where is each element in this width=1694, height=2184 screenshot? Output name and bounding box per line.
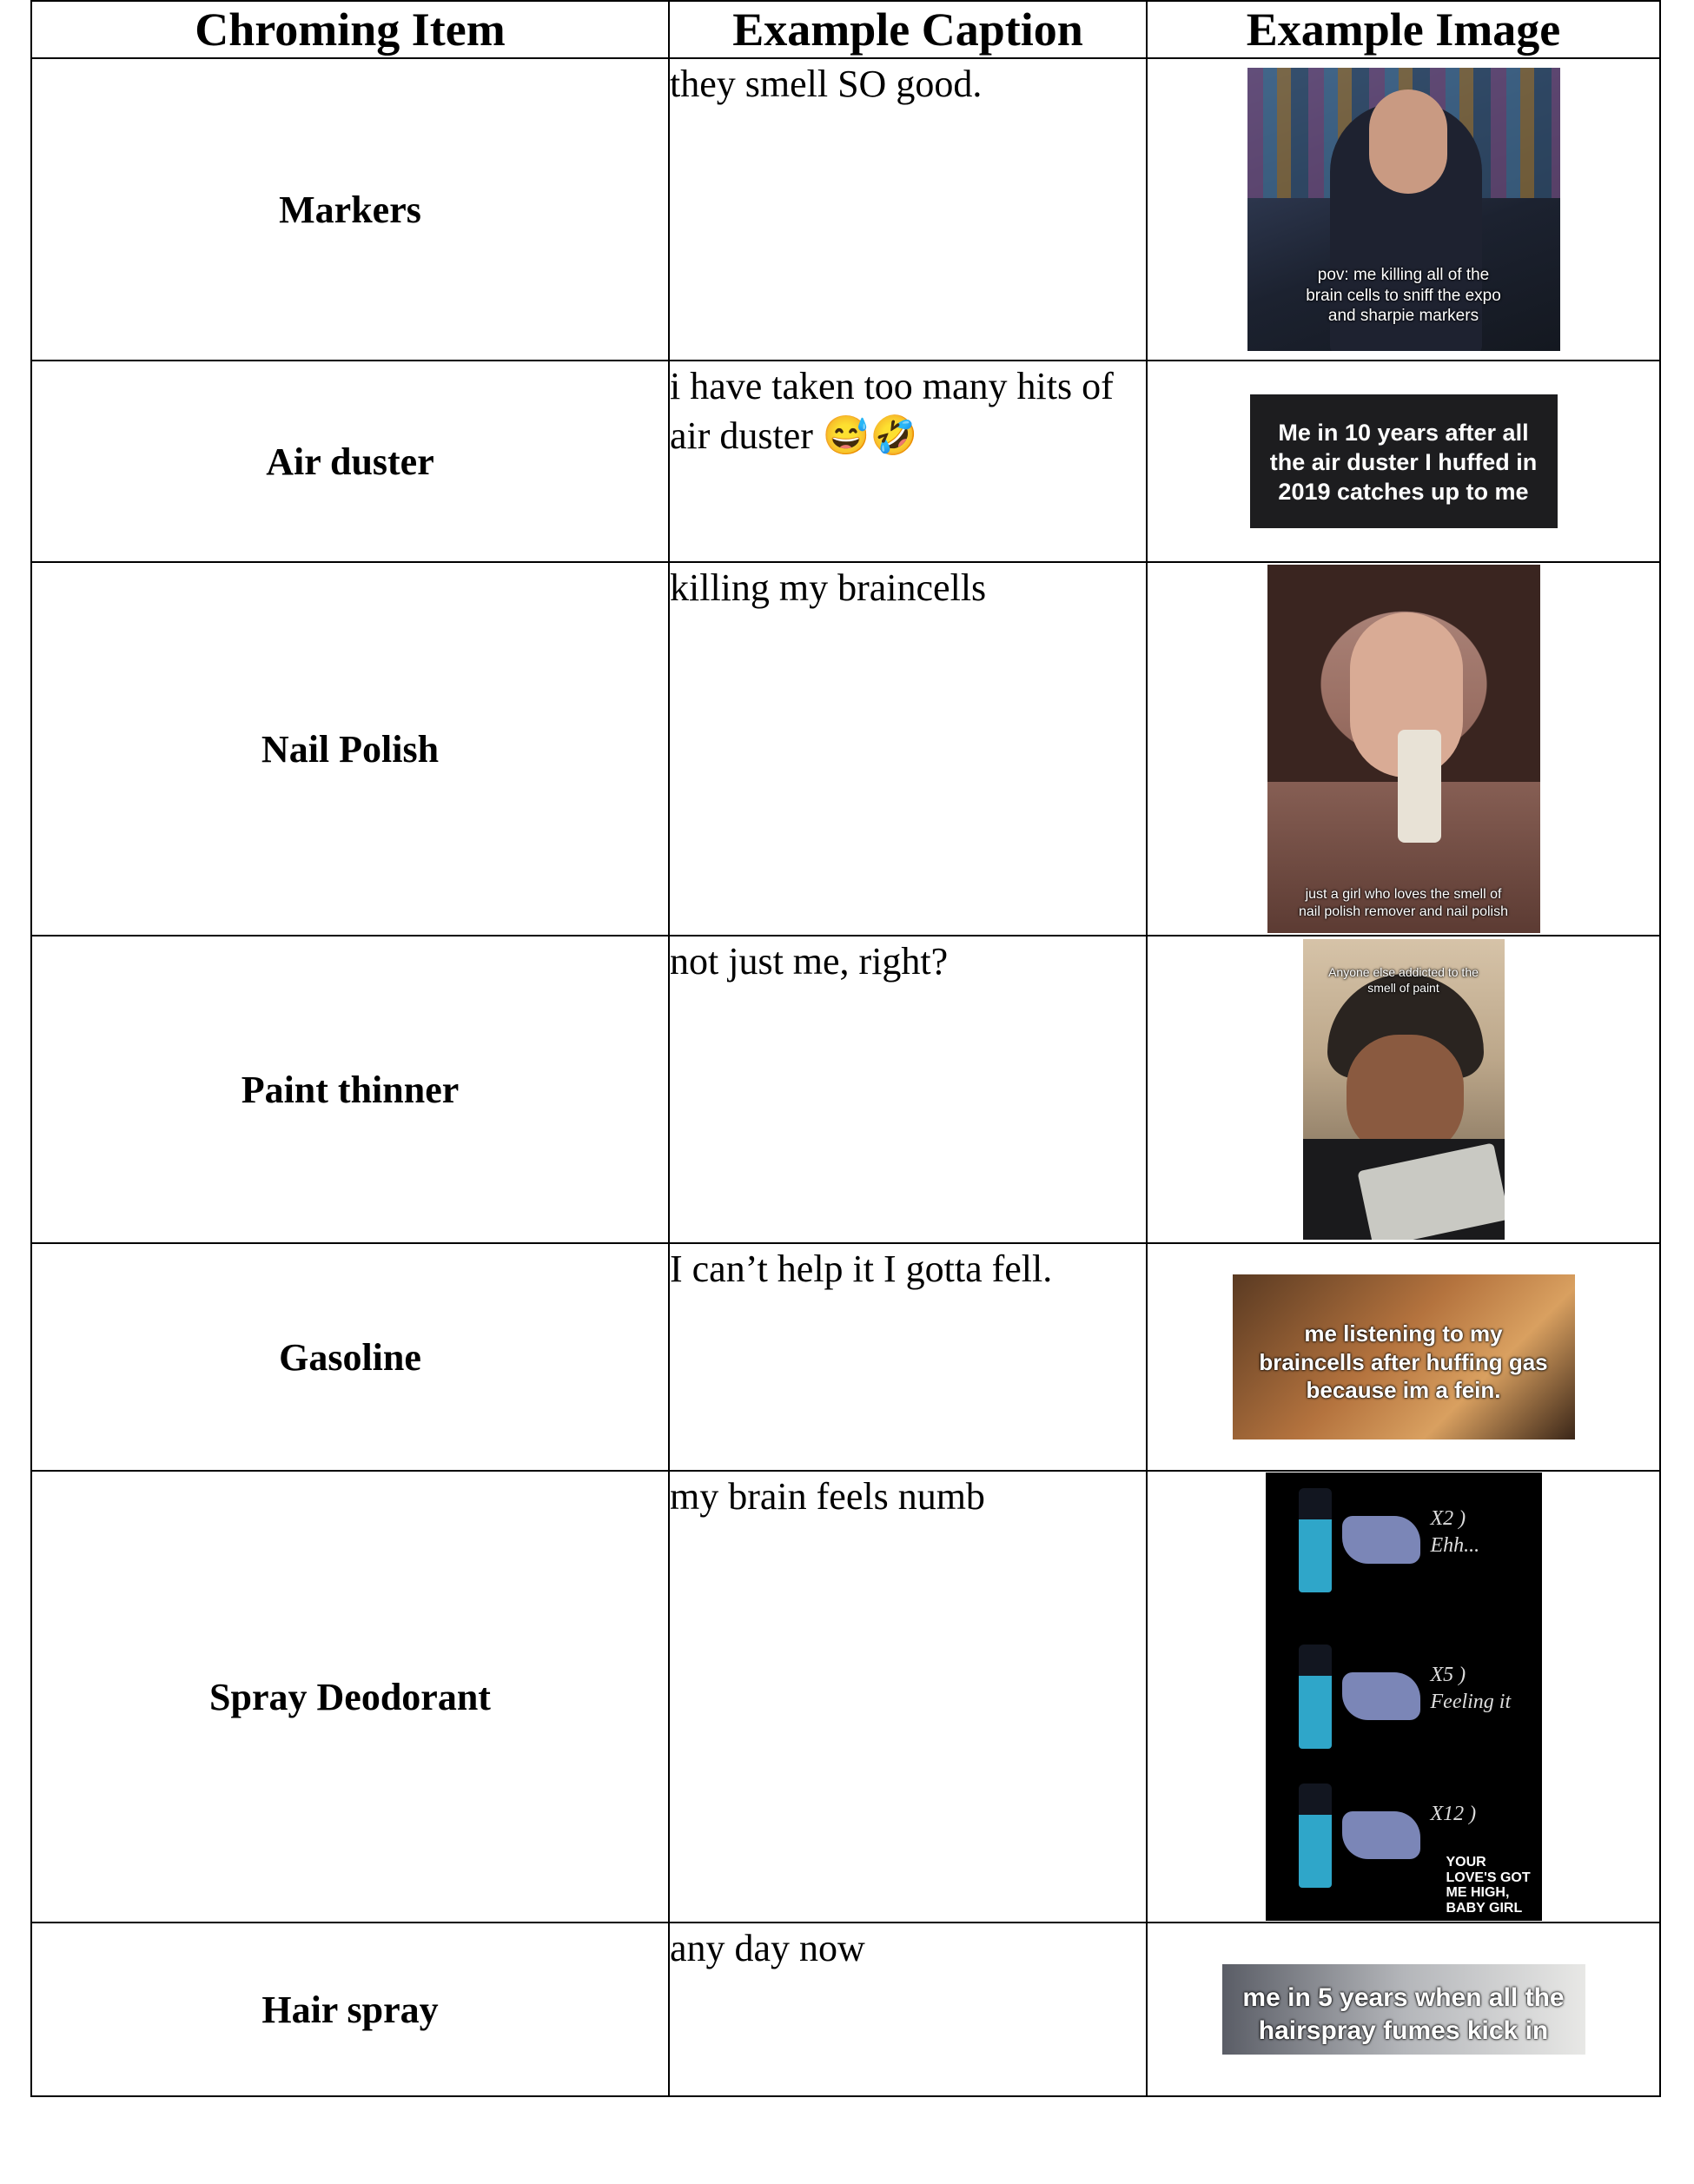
item-cell: Markers — [31, 58, 669, 361]
deodorant-label: X12 ) — [1430, 1803, 1477, 1825]
image-cell — [1147, 361, 1660, 562]
gasoline-image — [1233, 1274, 1575, 1439]
image-cell — [1147, 1243, 1660, 1471]
item-cell: Spray Deodorant — [31, 1471, 669, 1923]
image-overlay-text: Me in 10 years after all the air duster I huffed in 2019 catches up to me — [1269, 420, 1538, 505]
table-row — [31, 361, 1660, 562]
deodorant-row — [1266, 1629, 1542, 1768]
caption-cell: i have taken too many hits of air duster 😅🤣 — [669, 361, 1147, 562]
bottle — [1398, 730, 1441, 843]
image-overlay-text: me listening to my braincells after huffing gas because im a fein. — [1259, 1320, 1548, 1403]
person-face — [1347, 1035, 1464, 1156]
deodorant-lyrics: YOUR LOVE'S GOT ME HIGH, BABY GIRL — [1446, 1855, 1531, 1916]
header-chroming-item: Chroming Item — [31, 1, 669, 58]
air-duster-image — [1250, 394, 1558, 528]
item-cell: Air duster — [31, 361, 669, 562]
towel — [1342, 1811, 1420, 1859]
paint-thinner-image — [1303, 939, 1505, 1240]
nail-polish-image — [1267, 565, 1540, 933]
person-face — [1369, 89, 1447, 194]
image-cell — [1147, 1923, 1660, 2096]
caption-cell: they smell SO good. — [669, 58, 1147, 361]
spray-deodorant-image — [1266, 1473, 1542, 1921]
deodorant-label: X5 ) Feeling it — [1430, 1664, 1512, 1714]
markers-image — [1247, 68, 1560, 351]
caption-cell: I can’t help it I gotta fell. — [669, 1243, 1147, 1471]
table-row — [31, 562, 1660, 936]
towel — [1342, 1672, 1420, 1720]
caption-cell: killing my braincells — [669, 562, 1147, 936]
table-row — [31, 936, 1660, 1243]
image-overlay-text: Anyone else addicted to the smell of paint — [1328, 965, 1479, 995]
table-row — [31, 58, 1660, 361]
chroming-table — [30, 0, 1661, 2097]
image-overlay-text: pov: me killing all of the brain cells to sniff the expo and sharpie markers — [1306, 265, 1501, 326]
image-overlay-text: me in 5 years when all the hairspray fumes kick in — [1242, 1983, 1565, 2045]
caption-cell: any day now — [669, 1923, 1147, 2096]
table-row — [31, 1471, 1660, 1923]
image-cell — [1147, 562, 1660, 936]
header-example-caption: Example Caption — [669, 1, 1147, 58]
caption-cell: my brain feels numb — [669, 1471, 1147, 1923]
item-cell: Gasoline — [31, 1243, 669, 1471]
item-cell: Hair spray — [31, 1923, 669, 2096]
header-example-image: Example Image — [1147, 1, 1660, 58]
table-row — [31, 1923, 1660, 2096]
deodorant-label: X2 ) Ehh... — [1430, 1507, 1480, 1558]
item-cell: Nail Polish — [31, 562, 669, 936]
table-row — [31, 1243, 1660, 1471]
image-cell — [1147, 58, 1660, 361]
item-cell: Paint thinner — [31, 936, 669, 1243]
deodorant-can — [1299, 1645, 1332, 1749]
deodorant-can — [1299, 1784, 1332, 1888]
hair-spray-image — [1222, 1964, 1585, 2055]
caption-cell: not just me, right? — [669, 936, 1147, 1243]
image-overlay-text: just a girl who loves the smell of nail polish remover and nail polish — [1298, 887, 1509, 919]
deodorant-row — [1266, 1473, 1542, 1612]
header-row — [31, 1, 1660, 58]
towel — [1342, 1516, 1420, 1564]
image-cell — [1147, 936, 1660, 1243]
deodorant-can — [1299, 1488, 1332, 1592]
image-cell — [1147, 1471, 1660, 1923]
